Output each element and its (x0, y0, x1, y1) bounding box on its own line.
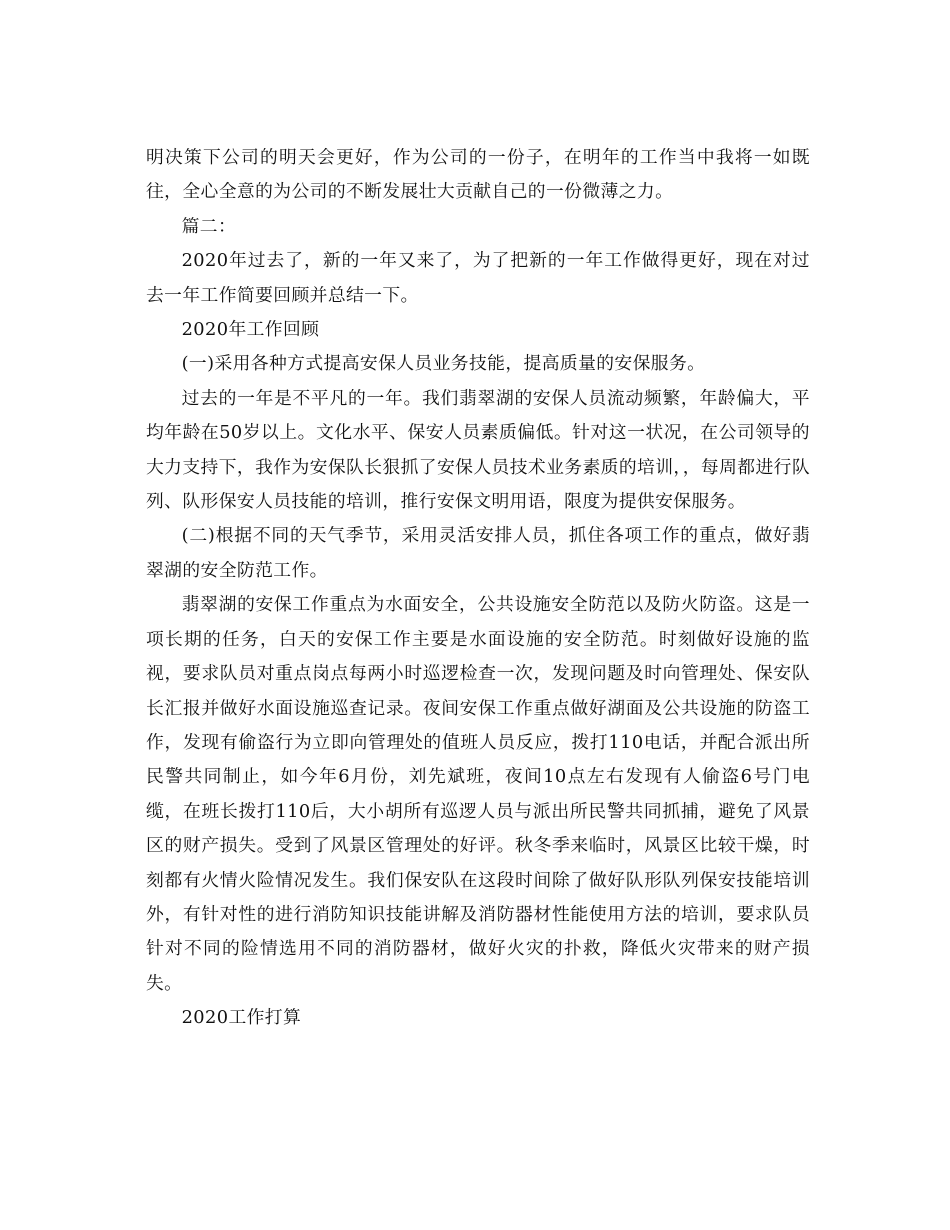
heading-work-review: 2020年工作回顾 (181, 319, 320, 341)
section-label-part-two: 篇二： (181, 215, 237, 237)
heading-work-plan: 2020工作打算 (181, 1007, 302, 1029)
document-body (146, 141, 810, 1036)
paragraph-security-work: 翡翠湖的安保工作重点为水面安全，公共设施安全防范以及防火防盗。这是一项长期的任务，白天的安保工作主要是水面设施的安全防范。时刻做好设施的监视，要求队员对重点岗点每两小时巡逻检查一次，发现问题及时向管理处、保安队长汇报并做好水面设施巡查记录。夜间安保工作重点做好湖面及公共设施的防盗工作，发现有偷盗行为立即向管理处的值班人员反应，拨打110电话，并配合派出所民警共同制止，如今年6月份，刘先斌班，夜间10点左右发现有人偷盗6号门电缆，在班长拨打110后，大小胡所有巡逻人员与派出所民警共同抓捕，避免了风景区的财产损失。受到了风景区管理处的好评。秋冬季来临时，风景区比较干燥，时刻都有火情火险情况发生。我们保安队在这段时间除了做好队形队列保安技能培训外，有针对性的进行消防知识技能讲解及消防器材性能使用方法的培训，要求队员针对不同的险情选用不同的消防器材，做好火灾的扑救，降低火灾带来的财产损失。 (146, 594, 810, 994)
paragraph-intro: 2020年过去了，新的一年又来了，为了把新的一年工作做得更好，现在对过去一年工作简要回顾并总结一下。 (146, 250, 810, 306)
subheading-one: (一)采用各种方式提高安保人员业务技能，提高质量的安保服务。 (181, 353, 706, 375)
paragraph-training: 过去的一年是不平凡的一年。我们翡翠湖的安保人员流动频繁，年龄偏大，平均年龄在50岁以上。文化水平、保安人员素质偏低。针对这一状况，在公司领导的大力支持下，我作为安保队长狠抓了安保人员技术业务素质的培训，，每周都进行队列、队形保安人员技能的培训，推行安保文明用语，限度为提供安保服务。 (146, 387, 810, 513)
paragraph-continuation: 明决策下公司的明天会更好，作为公司的一份子，在明年的工作当中我将一如既往，全心全意的为公司的不断发展壮大贡献自己的一份微薄之力。 (146, 147, 810, 203)
subheading-two: (二)根据不同的天气季节，采用灵活安排人员，抓住各项工作的重点，做好翡翠湖的安全防范工作。 (146, 525, 810, 581)
